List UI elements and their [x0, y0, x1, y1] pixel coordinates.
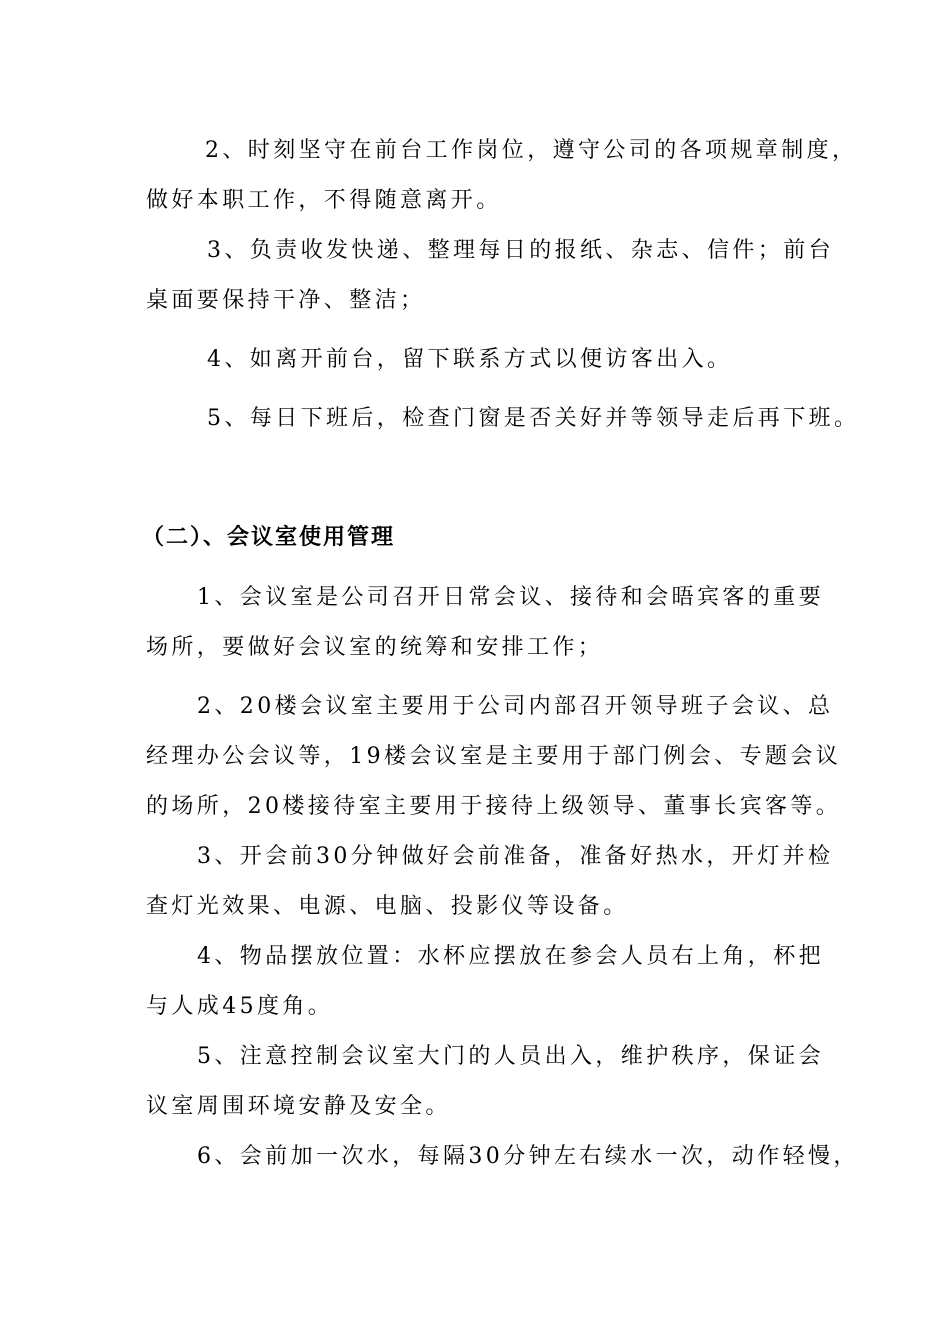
paragraph-line: 查灯光效果、电源、电脑、投影仪等设备。: [146, 894, 629, 919]
paragraph-line: 桌面要保持干净、整洁；: [146, 288, 426, 313]
paragraph-line: 的场所，20楼接待室主要用于接待上级领导、董事长宾客等。: [146, 794, 842, 819]
paragraph-line: 场所，要做好会议室的统筹和安排工作；: [146, 635, 604, 660]
paragraph-line: 2、时刻坚守在前台工作岗位，遵守公司的各项规章制度，: [205, 138, 858, 163]
paragraph-line: 6、会前加一次水，每隔30分钟左右续水一次，动作轻慢，: [197, 1144, 859, 1169]
paragraph-line: 做好本职工作，不得随意离开。: [146, 188, 502, 213]
paragraph-line: 4、物品摆放位置：水杯应摆放在参会人员右上角，杯把: [197, 944, 824, 969]
paragraph-line: 与人成45度角。: [146, 994, 334, 1019]
paragraph-line: 1、会议室是公司召开日常会议、接待和会晤宾客的重要: [197, 585, 824, 610]
paragraph-line: 4、如离开前台，留下联系方式以便访客出入。: [207, 347, 733, 372]
paragraph-line: 经理办公会议等，19楼会议室是主要用于部门例会、专题会议: [146, 744, 842, 769]
paragraph-line: 3、负责收发快递、整理每日的报纸、杂志、信件；前台: [207, 238, 834, 263]
paragraph-line: 2、20楼会议室主要用于公司内部召开领导班子会议、总: [197, 694, 834, 719]
section-heading: （二）、会议室使用管理: [142, 524, 396, 550]
paragraph-line: 议室周围环境安静及安全。: [146, 1094, 451, 1119]
paragraph-line: 5、注意控制会议室大门的人员出入，维护秩序，保证会: [197, 1044, 824, 1069]
paragraph-line: 3、开会前30分钟做好会前准备，准备好热水，开灯并检: [197, 844, 834, 869]
paragraph-line: 5、每日下班后，检查门窗是否关好并等领导走后再下班。: [207, 406, 860, 431]
